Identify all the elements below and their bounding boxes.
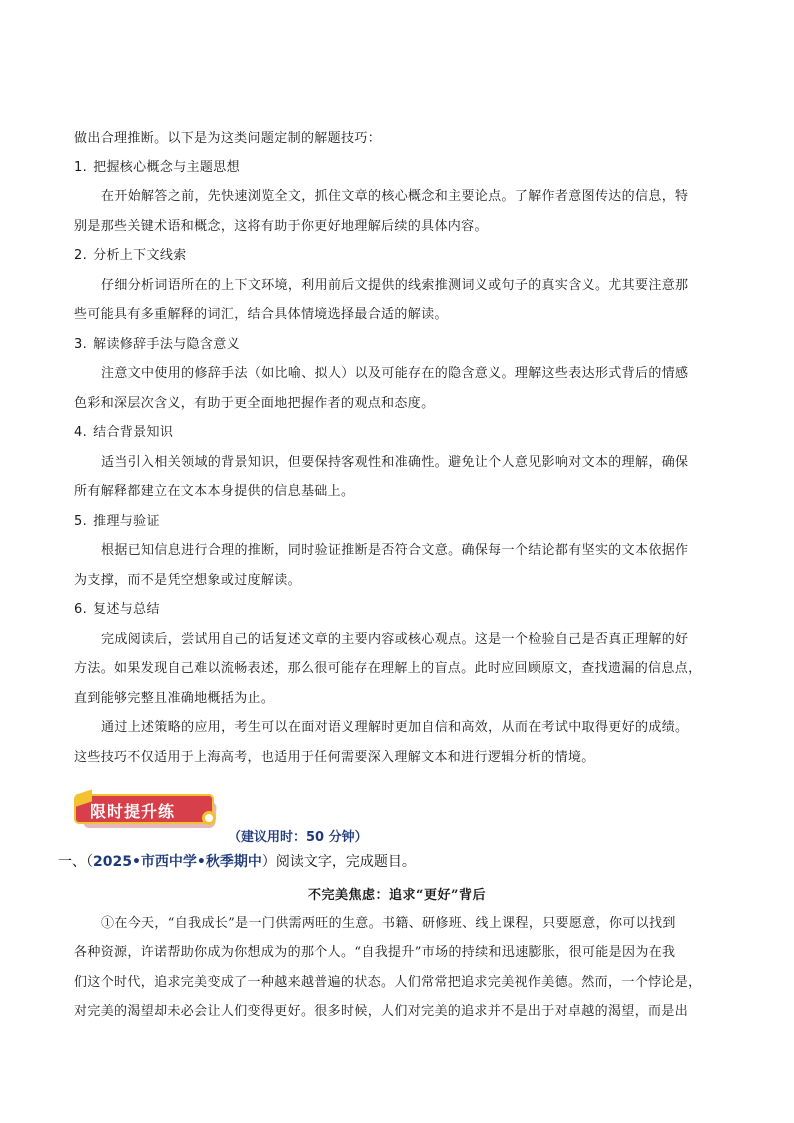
section-heading	[74, 159, 724, 177]
body-line: 为支撑，而不是凭空想象或过度解读。	[74, 573, 301, 588]
conclusion-line: 通过上述策略的应用，考生可以在面对语义理解时更加自信和高效，从而在考试中取得更好的成绩。	[101, 720, 689, 735]
body-line: 完成阅读后，尝试用自己的话复述文章的主要内容或核心观点。这是一个检验自己是否真正理解的好	[101, 632, 689, 647]
section-title: 复述与总结	[93, 602, 160, 617]
body-line: 适当引入相关领域的背景知识，但要保持客观性和准确性。避免让个人意见影响对文本的理解，确保	[101, 455, 689, 470]
conclusion-line: 这些技巧不仅适用于上海高考，也适用于任何需要深入理解文本和进行逻辑分析的情境。	[74, 750, 595, 765]
article-line: 们这个时代，追求完美变成了一种越来越普遍的状态。人们常常把追求完美视作美德。然而，一个悖论是，	[74, 975, 702, 990]
section-heading	[74, 601, 724, 619]
section-number: 1.	[74, 160, 88, 175]
section-number: 5.	[74, 514, 88, 529]
section-title: 结合背景知识	[93, 425, 174, 440]
article-title: 不完美焦虑：追求“更好”背后	[308, 888, 486, 903]
banner-label: 限时提升练	[90, 802, 176, 821]
body-line: 仔细分析词语所在的上下文环境，利用前后文提供的线索推测词义或句子的真实含义。尤其要注意那	[101, 278, 689, 293]
article-line: 对完美的渴望却未必会让人们变得更好。很多时候，人们对完美的追求并不是出于对卓越的渴望，而是出	[74, 1004, 689, 1019]
body-line: 根据已知信息进行合理的推断，同时验证推断是否符合文意。确保每一个结论都有坚实的文本依据作	[101, 543, 689, 558]
body-line: 色彩和深层次含义，有助于更全面地把握作者的观点和态度。	[74, 396, 435, 411]
section-title: 分析上下文线索	[93, 248, 187, 263]
section-heading	[74, 424, 724, 442]
question-suffix: ）阅读文字，完成题目。	[261, 854, 416, 870]
body-line: 注意文中使用的修辞手法（如比喻、拟人）以及可能存在的隐含意义。理解这些表达形式背后的情感	[101, 366, 689, 381]
question-line	[58, 851, 416, 871]
article-line: 各种资源，许诺帮助你成为你想成为的那个人。“自我提升”市场的持续和迅速膨胀，很可能是因为在我	[74, 945, 676, 960]
body-line: 所有解释都建立在文本本身提供的信息基础上。	[74, 484, 355, 499]
time-hint: （建议用时：50 分钟）	[228, 830, 368, 845]
body-line: 些可能具有多重解释的词汇，结合具体情境选择最合适的解读。	[74, 307, 448, 322]
body-line: 方法。如果发现自己难以流畅表述，那么很可能存在理解上的盲点。此时应回顾原文，查找遗漏的信息点，	[74, 661, 702, 676]
body-line: 直到能够完整且准确地概括为止。	[74, 691, 275, 706]
body-line: 在开始解答之前，先快速浏览全文，抓住文章的核心概念和主要论点。了解作者意图传达的信息，特	[101, 189, 689, 204]
section-number: 4.	[74, 425, 88, 440]
section-number: 3.	[74, 337, 88, 352]
body-line: 别是那些关键术语和概念，这将有助于你更好地理解后续的具体内容。	[74, 219, 488, 234]
question-prefix: 一、（	[58, 854, 93, 870]
section-heading	[74, 513, 724, 531]
section-title: 解读修辞手法与隐含意义	[93, 337, 240, 352]
section-heading	[74, 247, 724, 265]
intro-line: 做出合理推断。以下是为这类问题定制的解题技巧：	[74, 131, 382, 146]
article-line: ①在今天，“自我成长”是一门供需两旺的生意。书籍、研修班、线上课程，只要愿意，你可以找到	[101, 916, 676, 931]
section-title: 推理与验证	[93, 514, 160, 529]
practice-banner	[74, 786, 220, 834]
banner-ring-icon	[202, 811, 216, 825]
section-title: 把握核心概念与主题思想	[93, 160, 240, 175]
question-source: 2025•市西中学•秋季期中	[93, 854, 262, 870]
section-number: 6.	[74, 602, 88, 617]
section-heading	[74, 336, 724, 354]
section-number: 2.	[74, 248, 88, 263]
